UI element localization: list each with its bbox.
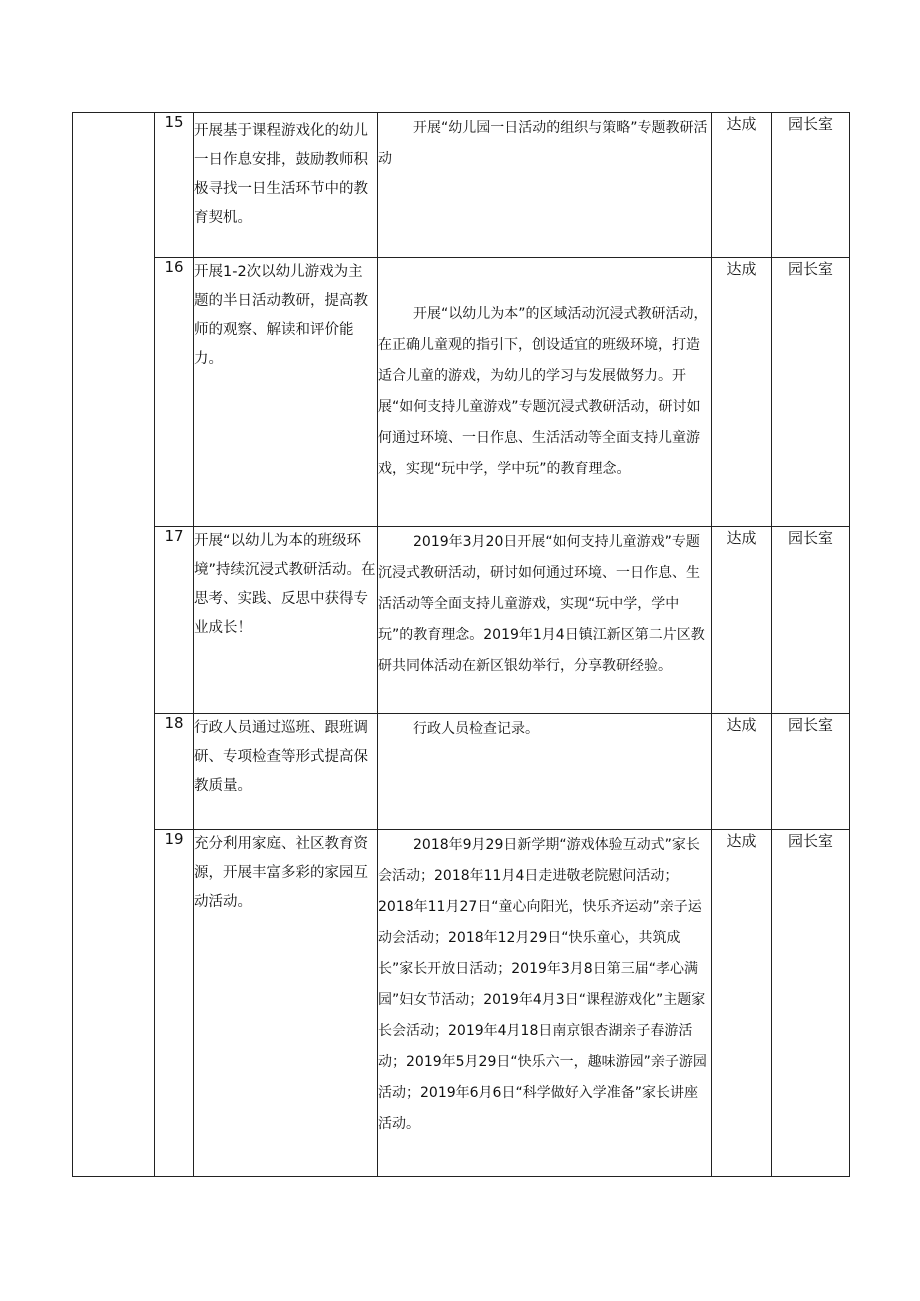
evidence-cell: 行政人员检查记录。 — [378, 714, 712, 830]
evidence-cell: 2019年3月20日开展“如何支持儿童游戏”专题沉浸式教研活动，研讨如何通过环境、一日作息、生活活动等全面支持儿童游戏，实现“玩中学，学中玩”的教育理念。2019年1月4日镇江新区第二片区教研共同体活动在新区银幼举行，分享教研经验。 — [378, 527, 712, 714]
table-row — [73, 714, 850, 830]
table-row — [73, 830, 850, 1177]
row-number: 16 — [155, 258, 194, 527]
evidence-cell: 开展“以幼儿为本”的区域活动沉浸式教研活动，在正确儿童观的指引下，创设适宜的班级环境，打造适合儿童的游戏，为幼儿的学习与发展做努力。开展“如何支持儿童游戏”专题沉浸式教研活动，研讨如何通过环境、一日作息、生活活动等全面支持儿童游戏，实现“玩中学，学中玩”的教育理念。 — [378, 258, 712, 527]
department-cell: 园长室 — [772, 113, 850, 258]
table-row — [73, 527, 850, 714]
department-cell: 园长室 — [772, 527, 850, 714]
plan-table — [72, 112, 850, 1177]
status-cell: 达成 — [712, 830, 772, 1177]
department-cell: 园长室 — [772, 830, 850, 1177]
status-cell: 达成 — [712, 527, 772, 714]
row-number: 17 — [155, 527, 194, 714]
category-cell — [73, 113, 155, 1177]
row-number: 19 — [155, 830, 194, 1177]
goal-cell: 开展基于课程游戏化的幼儿一日作息安排，鼓励教师积极寻找一日生活环节中的教育契机。 — [194, 113, 378, 258]
goal-cell: 开展1-2次以幼儿游戏为主题的半日活动教研，提高教师的观察、解读和评价能力。 — [194, 258, 378, 527]
evidence-cell: 开展“幼儿园一日活动的组织与策略”专题教研活动 — [378, 113, 712, 258]
goal-cell: 行政人员通过巡班、跟班调研、专项检查等形式提高保教质量。 — [194, 714, 378, 830]
goal-cell: 开展“以幼儿为本的班级环境”持续沉浸式教研活动。在思考、实践、反思中获得专业成长！ — [194, 527, 378, 714]
table-row — [73, 113, 850, 258]
department-cell: 园长室 — [772, 258, 850, 527]
status-cell: 达成 — [712, 258, 772, 527]
department-cell: 园长室 — [772, 714, 850, 830]
row-number: 18 — [155, 714, 194, 830]
goal-cell: 充分利用家庭、社区教育资源，开展丰富多彩的家园互动活动。 — [194, 830, 378, 1177]
status-cell: 达成 — [712, 113, 772, 258]
status-cell: 达成 — [712, 714, 772, 830]
table-row — [73, 258, 850, 527]
row-number: 15 — [155, 113, 194, 258]
evidence-cell: 2018年9月29日新学期“游戏体验互动式”家长会活动；2018年11月4日走进敬老院慰问活动；2018年11月27日“童心向阳光，快乐齐运动”亲子运动会活动；2018年12月29日“快乐童心，共筑成长”家长开放日活动；2019年3月8日第三届“孝心满园”妇女节活动；2019年4月3日“课程游戏化”主题家长会活动；2019年4月18日南京银杏湖亲子春游活动；2019年5月29日“快乐六一，趣味游园”亲子游园活动；2019年6月6日“科学做好入学准备”家长讲座活动。 — [378, 830, 712, 1177]
